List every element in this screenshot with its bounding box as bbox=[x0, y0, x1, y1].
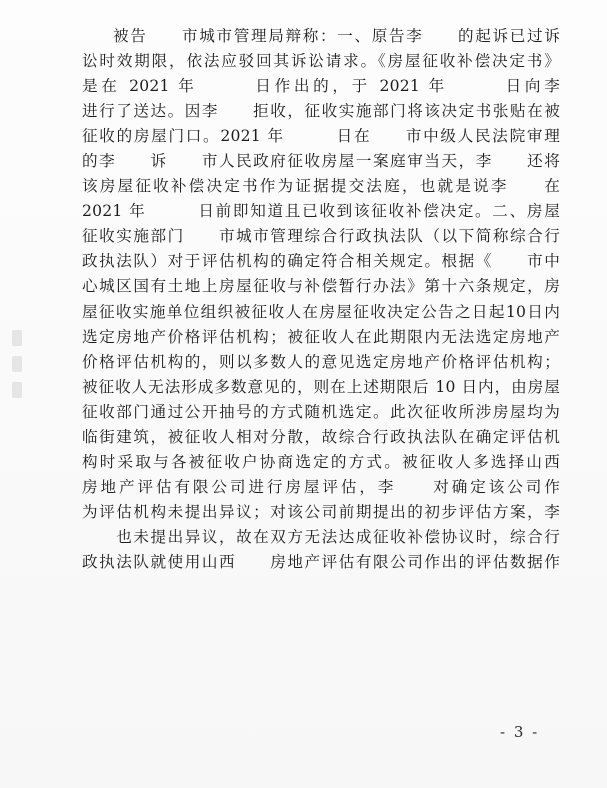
text-line: 的李 诉 市人民政府征收房屋一案庭审当天，李 还将 bbox=[82, 152, 560, 171]
text-line: 也未提出异议，故在双方无法达成征收补偿协议时，综合行 bbox=[82, 527, 560, 546]
text-line: 屋征收实施单位组织被征收人在房屋征收决定公告之日起10日内 bbox=[82, 302, 560, 321]
text-line: 征收的房屋门口。2021 年 日在 市中级人民法院审理 bbox=[82, 127, 560, 146]
text-line: 房地产评估有限公司进行房屋评估，李 对确定该公司作 bbox=[82, 477, 560, 496]
text-line: 是在 2021 年 日作出的，于 2021 年 日向李 bbox=[82, 77, 560, 96]
margin-mark bbox=[12, 356, 22, 372]
body-paragraph bbox=[82, 24, 560, 575]
text-line: 心城区国有土地上房屋征收与补偿暂行办法》第十六条规定，房 bbox=[82, 277, 560, 296]
text-line: 政执法队）对于评估机构的确定符合相关规定。根据《 市中 bbox=[82, 252, 560, 271]
margin-mark bbox=[12, 382, 22, 398]
text-line: 构时采取与各被征收户协商选定的方式。被征收人多选择山西 bbox=[82, 452, 560, 471]
text-line: 被告 市城市管理局辩称：一、原告李 的起诉已过诉 bbox=[113, 27, 560, 45]
text-line: 为评估机构未提出异议；对该公司前期提出的初步评估方案，李 bbox=[82, 502, 560, 521]
text-line: 2021 年 日前即知道且已收到该征收补偿决定。二、房屋 bbox=[82, 202, 560, 221]
text-line: 临街建筑，被征收人相对分散，故综合行政执法队在确定评估机 bbox=[82, 427, 560, 446]
text-line: 政执法队就使用山西 房地产评估有限公司作出的评估数据作 bbox=[82, 552, 560, 571]
text-line: 征收实施部门 市城市管理综合行政执法队（以下简称综合行 bbox=[82, 227, 560, 246]
text-line: 选定房地产价格评估机构；被征收人在此期限内无法选定房地产 bbox=[82, 327, 560, 346]
text-line: 征收部门通过公开抽号的方式随机选定。此次征收所涉房屋均为 bbox=[82, 402, 560, 421]
text-line: 该房屋征收补偿决定书作为证据提交法庭，也就是说李 在 bbox=[82, 177, 560, 196]
page-number: - 3 - bbox=[500, 723, 540, 741]
text-line: 被征收人无法形成多数意见的，则在上述期限后 10 日内，由房屋 bbox=[82, 377, 560, 396]
text-line: 讼时效期限，依法应驳回其诉讼请求。《房屋征收补偿决定书》 bbox=[82, 52, 560, 71]
margin-mark bbox=[12, 330, 22, 346]
text-line: 价格评估机构的，则以多数人的意见选定房地产价格评估机构； bbox=[82, 352, 560, 371]
text-line: 进行了送达。因李 拒收，征收实施部门将该决定书张贴在被 bbox=[82, 102, 560, 121]
